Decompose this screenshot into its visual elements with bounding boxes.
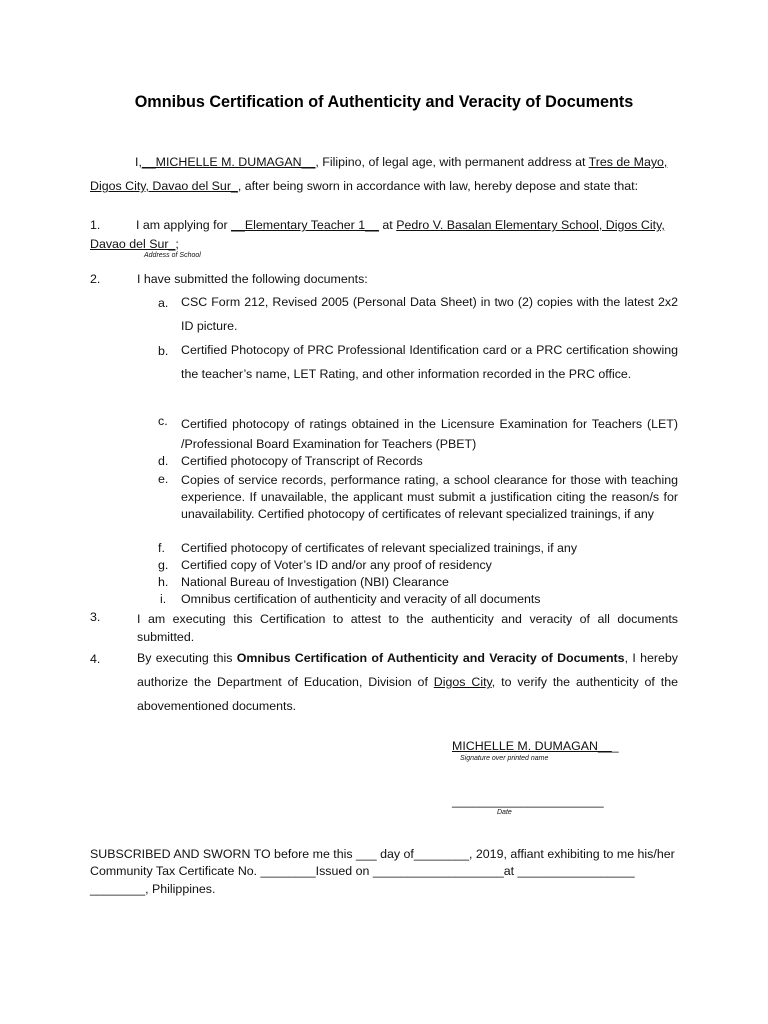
doc-letter-i: i.	[160, 592, 167, 606]
school-part-1: Pedro V. Basalan Elementary School, Digos City,	[396, 218, 665, 232]
doc-letter-b: b.	[158, 344, 169, 358]
jurat-line-3: ________, Philippines.	[90, 882, 216, 896]
item-4-mid: , I hereby authorize the Department of Education, Division of	[137, 651, 678, 689]
doc-item-f: Certified photocopy of certificates of relevant specialized trainings, if any	[181, 541, 578, 555]
position-applied: __Elementary Teacher 1__	[231, 218, 379, 232]
address-part-1: Tres de Mayo,	[588, 155, 668, 169]
item-3-number: 3.	[90, 610, 101, 624]
intro-suffix: , after being sworn in accordance with law, hereby depose and state that:	[237, 179, 639, 193]
doc-letter-h: h.	[158, 575, 169, 589]
doc-item-h: National Bureau of Investigation (NBI) Clearance	[181, 575, 449, 589]
signature-caption: Signature over printed name	[460, 755, 549, 762]
item-1-end: ;	[175, 237, 179, 251]
item-1-line-1	[136, 218, 665, 232]
intro-prefix: I,	[135, 155, 142, 169]
intro-mid: , Filipino, of legal age, with permanent address at	[315, 155, 586, 169]
date-caption: Date	[497, 809, 512, 816]
item-3-text: I am executing this Certification to attest to the authenticity and veracity of all documents submitted.	[137, 612, 678, 644]
doc-letter-a: a.	[158, 296, 169, 310]
doc-letter-d: d.	[158, 454, 169, 468]
item-1-at: at	[382, 218, 393, 232]
intro-line-2	[90, 179, 638, 193]
doc-item-c: Certified photocopy of ratings obtained in the Licensure Examination for Teachers (LET) /Professional Board Examination for Teachers (PBET)	[181, 417, 678, 451]
doc-item-i: Omnibus certification of authenticity and veracity of all documents	[181, 592, 541, 606]
item-4-text	[137, 646, 678, 718]
division-name: Digos City	[433, 675, 492, 689]
signature-underscore: _	[611, 739, 619, 753]
doc-item-a: CSC Form 212, Revised 2005 (Personal Data Sheet) in two (2) copies with the latest 2x2 ID picture.	[181, 295, 678, 333]
school-caption: Address of School	[144, 252, 201, 259]
doc-item-d: Certified photocopy of Transcript of Records	[181, 454, 423, 468]
item-4-document-title: Omnibus Certification of Authenticity and Veracity of Documents	[236, 651, 625, 665]
affiant-name: __MICHELLE M. DUMAGAN__	[141, 155, 316, 169]
item-1-prefix: I am applying for	[136, 218, 228, 232]
signature-name: MICHELLE M. DUMAGAN__	[452, 739, 612, 753]
jurat-line-2: Community Tax Certificate No. ________Issued on ___________________at _________________	[90, 864, 635, 878]
date-line: ______________________	[452, 794, 604, 808]
signature-name-line	[452, 739, 619, 753]
item-1-line-2	[90, 237, 179, 251]
doc-letter-g: g.	[158, 558, 169, 572]
doc-letter-e: e.	[158, 472, 169, 486]
item-4-prefix: By executing this	[137, 651, 233, 665]
doc-letter-c: c.	[158, 414, 168, 428]
jurat-line-1: SUBSCRIBED AND SWORN TO before me this ___ day of________, 2019, affiant exhibiting to me his/her	[90, 847, 675, 861]
item-2-text: I have submitted the following documents:	[137, 272, 368, 286]
school-part-2: Davao del Sur_	[90, 237, 176, 251]
doc-item-b: Certified Photocopy of PRC Professional Identification card or a PRC certification showing the teacher’s name, LET Rating, and other information recorded in the PRC office.	[181, 343, 678, 381]
document-title: Omnibus Certification of Authenticity and Veracity of Documents	[134, 93, 634, 111]
doc-item-g: Certified copy of Voter’s ID and/or any proof of residency	[181, 558, 492, 572]
item-2-number: 2.	[90, 272, 101, 286]
item-1-number: 1.	[90, 218, 101, 232]
intro-line-1	[135, 155, 667, 169]
address-part-2: Digos City, Davao del Sur_	[90, 179, 238, 193]
doc-letter-f: f.	[158, 541, 165, 555]
item-4-suffix: , to verify the authenticity of the abovementioned documents.	[137, 675, 678, 713]
doc-item-e: Copies of service records, performance rating, a school clearance for those with teaching experience. If unavailable, the applicant must submit a justification citing the reason/s for unavailability. Certified photocopy of certificates of relevant specialized trainings, if any	[181, 473, 678, 521]
item-4-number: 4.	[90, 652, 101, 666]
